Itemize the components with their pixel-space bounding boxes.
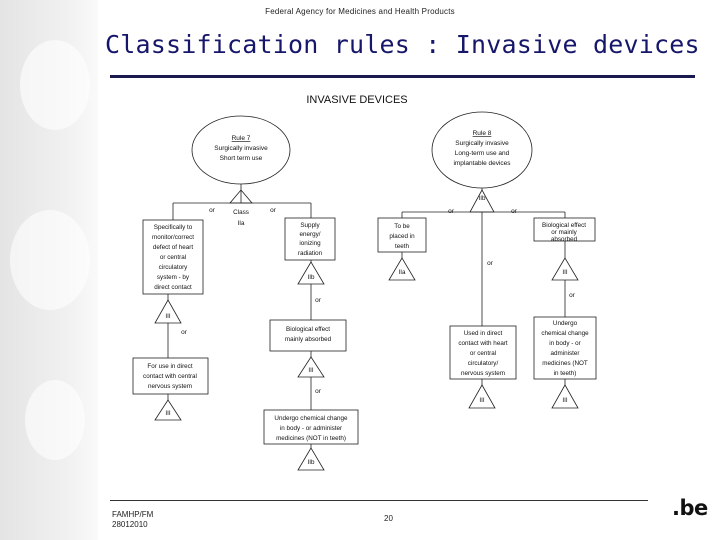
class-label: Class [233,209,249,216]
agency-name: Federal Agency for Medicines and Health Products [265,7,455,16]
box-line: administer [550,350,580,357]
box-line: For use in direct [147,363,193,370]
box-line: Supply [300,222,320,229]
rule7-title: Rule 7 [231,135,251,142]
footer-divider [110,500,648,501]
box-line: Undergo chemical change [274,415,348,422]
rule8-line: Long-term use and [454,150,510,157]
box-line: in teeth) [553,370,577,377]
class-label: IIa [237,220,245,227]
footer-info [112,510,153,530]
or-label: or [448,208,454,215]
class-label: IIa [398,269,406,276]
be-logo: .be [672,496,708,520]
box-line: contact with central [143,373,197,380]
class-label: III [165,313,171,320]
or-label: or [487,260,493,267]
box-line: To be [394,223,410,230]
box-line: system - by [156,274,190,281]
box-line: teeth [394,243,410,250]
box-line: Used in direct [463,330,503,337]
rule7-line: Short term use [219,155,263,162]
rule8-title: Rule 8 [472,130,492,137]
box-line: Specifically to [153,224,193,231]
or-label: or [270,207,276,214]
box-line: in body - or [549,340,581,347]
rule8-line: Surgically invasive [455,140,509,147]
or-label: or [315,388,321,395]
box-line: medicines (NOT in teeth) [276,435,346,442]
box-line: monitor/correct [152,234,194,241]
box-line: or central [469,350,497,357]
rule7-line: Surgically invasive [214,145,268,152]
box-line: in body - or administer [279,425,343,432]
footer-org: FAMHP/FM [112,510,154,519]
box-line: chemical change [541,330,589,337]
box-line: Undergo [552,320,578,327]
box-line: placed in [389,233,415,240]
box-line: nervous system [147,383,193,390]
footer-date: 28012010 [112,520,148,529]
box-line: circulatory/ [467,360,499,367]
class-label: III [308,367,314,374]
box-line: nervous system [460,370,506,377]
box-line: Biological effect [286,326,330,333]
slide-title: Classification rules : Invasive devices [105,30,700,59]
diagram-heading: INVASIVE DEVICES [306,94,408,106]
class-label: III [165,410,171,417]
or-label: or [511,208,517,215]
box-line: defect of heart [152,244,194,251]
or-label: or [209,207,215,214]
page-number: 20 [384,514,393,523]
box-line: medicines (NOT [542,360,588,367]
box-line: or mainly [551,229,577,236]
class-label: IIb [307,459,315,466]
or-label: or [315,297,321,304]
rule8-line: implantable devices [453,160,511,167]
class-label: III [562,397,568,404]
box-line: direct contact [154,284,192,291]
box-line: contact with heart [458,340,508,347]
box-line: energy/ [299,231,321,238]
box-line: Biological effect [542,222,586,229]
class-label: IIb [307,274,315,281]
box-line: ionizing [299,240,321,247]
or-label: or [181,329,187,336]
class-label: IIb [478,195,486,202]
box-line: absorbed [550,236,578,243]
box-line: or central [159,254,187,261]
box-line: radiation [297,250,323,257]
or-label: or [569,292,575,299]
box-line: circulatory [158,264,188,271]
box-line: mainly absorbed [284,336,332,343]
class-label: III [479,397,485,404]
class-label: III [562,269,568,276]
